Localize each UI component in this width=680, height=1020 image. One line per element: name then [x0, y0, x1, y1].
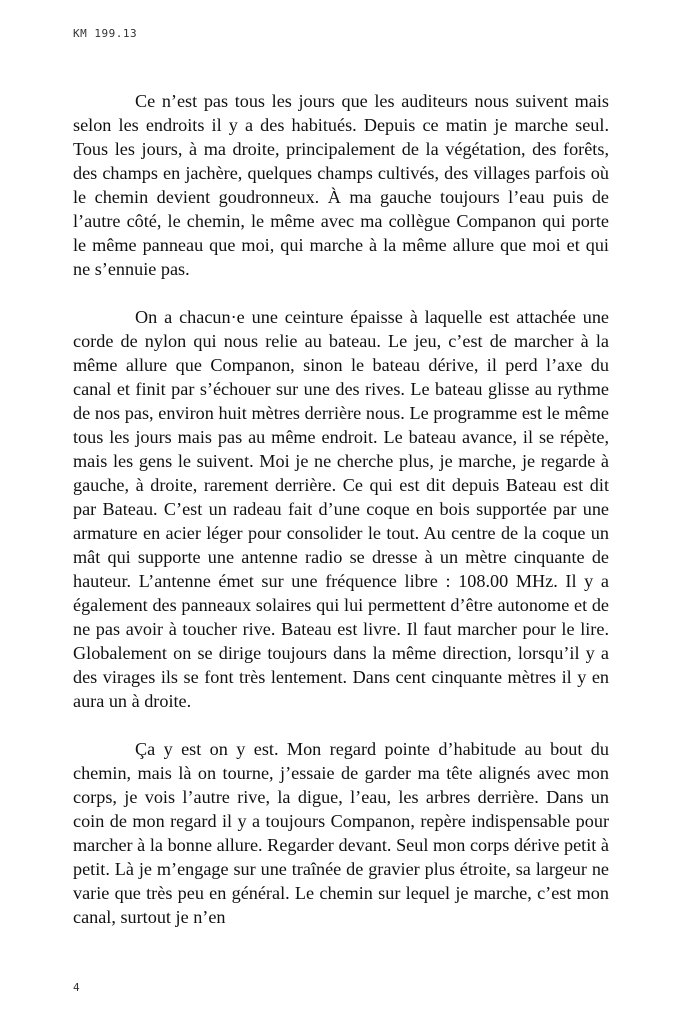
- running-head: KM 199.13: [73, 27, 138, 40]
- page-number: 4: [73, 981, 80, 994]
- body-text: [73, 89, 609, 929]
- paragraph-3: Ça y est on y est. Mon regard pointe d’habitude au bout du chemin, mais là on tourne, j’essaie de garder ma tête alignés avec mon corps, je vois l’autre rive, la digue, l’eau, les arbres derrière. Dans un coin de mon regard il y a toujours Companon, repère indispensable pour marcher à la bonne allure. Regarder devant. Seul mon corps dérive petit à petit. Là je m’engage sur une traînée de gravier plus étroite, sa largeur ne varie que très peu en général. Le chemin sur lequel je marche, c’est mon canal, surtout je n’en: [73, 739, 609, 927]
- paragraph-1: Ce n’est pas tous les jours que les auditeurs nous suivent mais selon les endroits il y a des habitués. Depuis ce matin je marche seul. Tous les jours, à ma droite, principalement de la végétation, des forêts, des champs en jachère, quelques champs cultivés, des villages parfois où le chemin devient goudronneux. À ma gauche toujours l’eau puis de l’autre côté, le chemin, le même avec ma collègue Companon qui porte le même panneau que moi, qui marche à la même allure que moi et qui ne s’ennuie pas.: [73, 91, 609, 279]
- paragraph-2: On a chacun·e une ceinture épaisse à laquelle est attachée une corde de nylon qui nous relie au bateau. Le jeu, c’est de marcher à la même allure que Companon, sinon le bateau dérive, il perd l’axe du canal et finit par s’échouer sur une des rives. Le bateau glisse au rythme de nos pas, environ huit mètres derrière nous. Le programme est le même tous les jours mais pas au même endroit. Le bateau avance, il se répète, mais les gens le suivent. Moi je ne cherche plus, je marche, je regarde à gauche, à droite, rarement derrière. Ce qui est dit depuis Bateau est dit par Bateau. C’est un radeau fait d’une coque en bois supportée par une armature en acier léger pour consolider le tout. Au centre de la coque un mât qui supporte une antenne radio se dresse à un mètre cinquante de hauteur. L’antenne émet sur une fréquence libre : 108.00 MHz. Il y a également des panneaux solaires qui lui permettent d’être autonome et de ne pas avoir à toucher rive. Bateau est livre. Il faut marcher pour le lire. Globalement on se dirige toujours dans la même direction, lorsqu’il y a des virages ils se font très lentement. Dans cent cinquante mètres il y en aura un à droite.: [73, 307, 609, 711]
